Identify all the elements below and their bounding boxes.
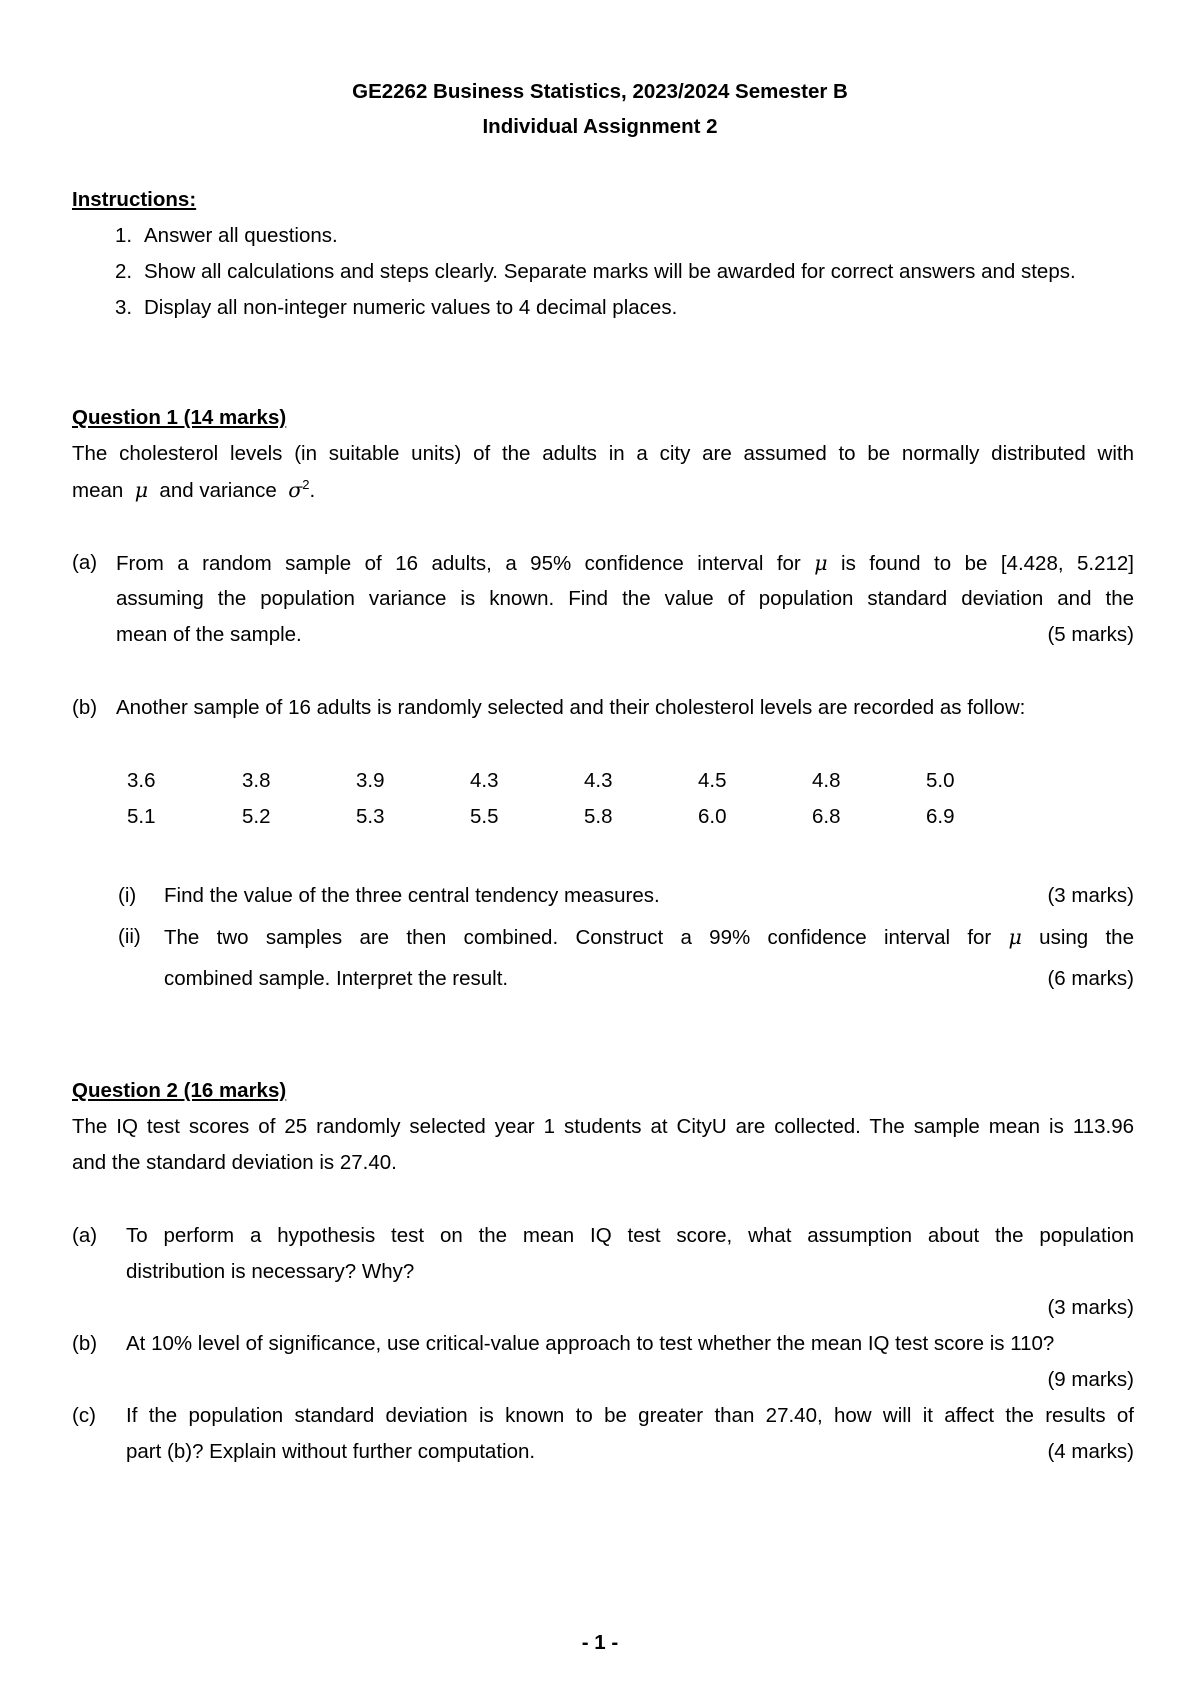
mu-symbol: μ (814, 551, 828, 575)
page-number: - 1 - (581, 1631, 619, 1654)
instruction-item-text: Display all non-integer numeric values to 4 decimal places. (144, 296, 678, 319)
marks-label: (6 marks) (1047, 967, 1134, 990)
part-label: (b) (72, 1332, 98, 1355)
document-title: GE2262 Business Statistics, 2023/2024 Semester B (352, 80, 848, 103)
q2b-line: At 10% level of significance, use critical-value approach to test whether the mean IQ test score is 110? (126, 1332, 1055, 1355)
question-2-intro-line: The IQ test scores of 25 randomly selected year 1 students at CityU are collected. The sample mean is 113.96 (72, 1115, 1134, 1138)
data-value: 6.0 (698, 805, 727, 828)
q1bii-line: The two samples are then combined. Construct a 99% confidence interval for μ using the (164, 925, 1134, 949)
marks-label: (3 marks) (1047, 1296, 1134, 1319)
instruction-item-text: Show all calculations and steps clearly. Separate marks will be awarded for correct answers and steps. (144, 260, 1076, 283)
instruction-item-text: Answer all questions. (144, 224, 338, 247)
data-value: 3.9 (356, 769, 385, 792)
data-value: 4.3 (584, 769, 613, 792)
q2a-line: distribution is necessary? Why? (126, 1260, 415, 1283)
marks-label: (9 marks) (1047, 1368, 1134, 1391)
question-1-intro-line: The cholesterol levels (in suitable units) of the adults in a city are assumed to be normally distributed with (72, 442, 1134, 465)
instructions-heading: Instructions: (72, 188, 197, 211)
data-value: 5.3 (356, 805, 385, 828)
data-value: 5.5 (470, 805, 499, 828)
data-value: 4.5 (698, 769, 727, 792)
part-label: (a) (72, 1224, 98, 1247)
data-value: 3.6 (127, 769, 156, 792)
q2c-line: part (b)? Explain without further computation. (126, 1440, 536, 1463)
instruction-item-number: 3. (115, 296, 133, 319)
data-value: 5.2 (242, 805, 271, 828)
data-value: 5.1 (127, 805, 156, 828)
data-value: 3.8 (242, 769, 271, 792)
instruction-item-number: 2. (115, 260, 133, 283)
question-2-heading: Question 2 (16 marks) (72, 1079, 287, 1102)
marks-label: (4 marks) (1047, 1440, 1134, 1463)
marks-label: (5 marks) (1047, 623, 1134, 646)
data-value: 5.8 (584, 805, 613, 828)
part-label: (c) (72, 1404, 96, 1427)
marks-label: (3 marks) (1047, 884, 1134, 907)
subpart-label: (i) (118, 884, 137, 907)
instruction-item-number: 1. (115, 224, 133, 247)
data-value: 6.8 (812, 805, 841, 828)
part-label: (b) (72, 696, 98, 719)
mu-symbol: μ (1008, 925, 1022, 949)
part-label: (a) (72, 551, 98, 574)
mu-symbol: μ (134, 478, 149, 502)
document-subtitle: Individual Assignment 2 (482, 115, 718, 138)
superscript-2: 2 (302, 477, 310, 492)
q1b-text: Another sample of 16 adults is randomly selected and their cholesterol levels are recorded as follow: (116, 696, 1026, 719)
q1bi-text: Find the value of the three central tendency measures. (164, 884, 660, 907)
data-value: 4.3 (470, 769, 499, 792)
q1a-line: assuming the population variance is known. Find the value of population standard deviation and the (116, 587, 1134, 610)
data-value: 6.9 (926, 805, 955, 828)
q2c-line: If the population standard deviation is known to be greater than 27.40, how will it affect the results of (126, 1404, 1134, 1427)
data-value: 5.0 (926, 769, 955, 792)
data-value: 4.8 (812, 769, 841, 792)
question-1-heading: Question 1 (14 marks) (72, 406, 287, 429)
q1a-line: From a random sample of 16 adults, a 95% confidence interval for μ is found to be [4.428, 5.212] (116, 551, 1134, 575)
q2a-line: To perform a hypothesis test on the mean IQ test score, what assumption about the population (126, 1224, 1134, 1247)
subpart-label: (ii) (118, 925, 141, 948)
q1bii-line: combined sample. Interpret the result. (164, 967, 509, 990)
sigma-symbol: σ (288, 478, 303, 502)
question-1-intro-line: mean μ and variance $\sigma^2$. (72, 477, 316, 502)
q1a-line: mean of the sample. (116, 623, 302, 646)
question-2-intro-line: and the standard deviation is 27.40. (72, 1151, 397, 1174)
